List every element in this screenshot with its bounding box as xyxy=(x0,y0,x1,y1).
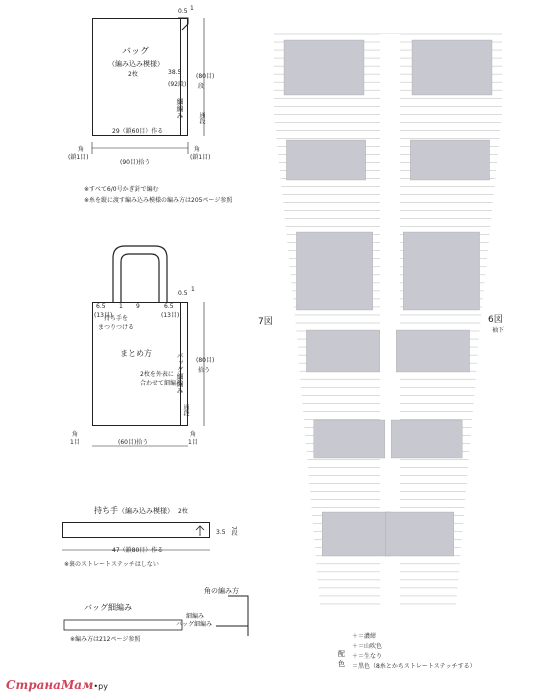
legend-item-1: ＋＝濃紺 xyxy=(352,633,377,640)
watermark-suffix: •ру xyxy=(93,682,108,691)
corner-title: 角の編み方 xyxy=(204,587,239,595)
chart-motif-left xyxy=(296,232,372,310)
legend-heading-1: 配 xyxy=(338,650,345,658)
bag-band-note: 通段 xyxy=(198,112,205,124)
bag-count: 2枚 xyxy=(128,71,138,78)
chart-motif-left xyxy=(286,140,365,180)
assembly-dim-row1: 1 xyxy=(191,286,195,293)
assembly-handle-note-1: 持ち手を xyxy=(104,315,129,322)
bag-dim-top: 0.5 xyxy=(178,8,188,15)
assembly-dim-right: 6.5 xyxy=(164,303,174,310)
bag-dim-rows: (92段) xyxy=(168,81,187,88)
assembly-dim-total: (80目) xyxy=(196,357,215,364)
handle-arrow xyxy=(196,526,204,536)
assembly-title: まとめ方 xyxy=(120,349,152,358)
bag-dim-rows-side: 段 xyxy=(198,83,205,90)
watermark-brand: СтранаМам xyxy=(6,678,94,692)
bag-corner-left-sub: (鎖1目) xyxy=(68,154,89,161)
assembly-bottom-total: (60目)拾う xyxy=(118,439,149,446)
assembly-side-note-2: 合わせて細編み xyxy=(140,380,183,387)
assembly-handle-note-2: まつりつける xyxy=(98,324,135,331)
bag-bottom-width: 29（鎖60目）作る xyxy=(112,128,164,135)
bag-band-label: 細編み xyxy=(176,98,184,119)
assembly-dim-top: 0.5 xyxy=(178,290,188,297)
chart-motif-left xyxy=(284,40,364,95)
bag-dim-total: (80目) xyxy=(196,73,215,80)
handle-pattern: （編み込み模様） xyxy=(118,507,174,515)
band-note: ※編み方は212ページ参照 xyxy=(70,636,141,643)
legend-item-4: ＝黒色（8糸とかちストレートステッチする） xyxy=(352,663,476,670)
handle-width-label: 47（鎖80目）作る xyxy=(112,547,164,554)
chart-motif-left xyxy=(314,420,385,458)
legend-item-2: ＋＝山吹色 xyxy=(352,643,383,650)
bag-bottom-total: (90目)拾う xyxy=(120,159,151,166)
band-title: バッグ細編み xyxy=(84,603,132,612)
chart-right-sub: 袖下 xyxy=(492,327,505,334)
corner-label-2: バッグ細編み xyxy=(176,621,213,628)
chart-motif-left xyxy=(322,512,391,556)
chart-motif-right xyxy=(412,40,492,95)
corner-lines xyxy=(216,596,248,636)
handle-title: 持ち手 xyxy=(94,506,118,515)
bag-notch xyxy=(178,18,188,30)
bag-dim-height: 38.5 xyxy=(168,69,182,76)
chart-motif-left xyxy=(306,330,379,372)
assembly-side-note-1: 2枚を外表に xyxy=(140,371,174,378)
handle-loop-inner xyxy=(121,254,159,302)
bag-title: バッグ xyxy=(122,47,150,57)
assembly-band-label: バッグ細編み xyxy=(176,352,184,394)
chart-motif-right xyxy=(385,512,454,556)
chart-right-label: 6図 xyxy=(488,315,503,325)
bag-corner-right: 角 xyxy=(194,146,201,153)
bag-note-1: ※すべて6/0号かぎ針で編む xyxy=(84,186,159,193)
assembly-corner-left: 角 xyxy=(72,431,79,438)
chart-motif-right xyxy=(396,330,469,372)
assembly-band-note: 通段 xyxy=(182,404,189,416)
handle-dim-rows: 7段 xyxy=(230,526,237,536)
bag-pattern: （編み込み模様） xyxy=(108,60,164,68)
legend-item-3: ＋＝生なり xyxy=(352,653,383,660)
handle-count: 2枚 xyxy=(178,508,188,515)
assembly-dim-mid2: 9 xyxy=(136,303,140,310)
assembly-corner-left-sub: 1目 xyxy=(70,439,80,446)
assembly-dim-left-rows: (13目) xyxy=(94,312,113,319)
assembly-dim-right-rows: (13目) xyxy=(161,312,180,319)
assembly-dim-rows-side: 拾う xyxy=(198,367,211,374)
chart-motif-right xyxy=(391,420,462,458)
assembly-dim-mid1: 1 xyxy=(119,303,123,310)
chart-left-label: 7図 xyxy=(258,317,273,327)
handle-note: ※裏のストレートステッチはしない xyxy=(64,561,159,568)
chart-motif-right xyxy=(403,232,479,310)
assembly-dim-left: 6.5 xyxy=(96,303,106,310)
assembly-corner-right-sub: 1目 xyxy=(188,439,198,446)
band-strip xyxy=(64,620,182,630)
assembly-corner-right: 角 xyxy=(190,431,197,438)
bag-note-2: ※糸を縦に渡す編み込み模様の編み方は205ページ参照 xyxy=(84,197,233,204)
bag-corner-left: 角 xyxy=(78,146,85,153)
bag-dim-row1: 1 xyxy=(190,5,194,12)
handle-dim-height: 3.5 xyxy=(216,529,226,536)
legend-heading-2: 色 xyxy=(338,660,345,668)
corner-label-1: 細編み xyxy=(186,613,205,620)
chart-motif-right xyxy=(410,140,489,180)
bag-corner-right-sub: (鎖1目) xyxy=(190,154,211,161)
